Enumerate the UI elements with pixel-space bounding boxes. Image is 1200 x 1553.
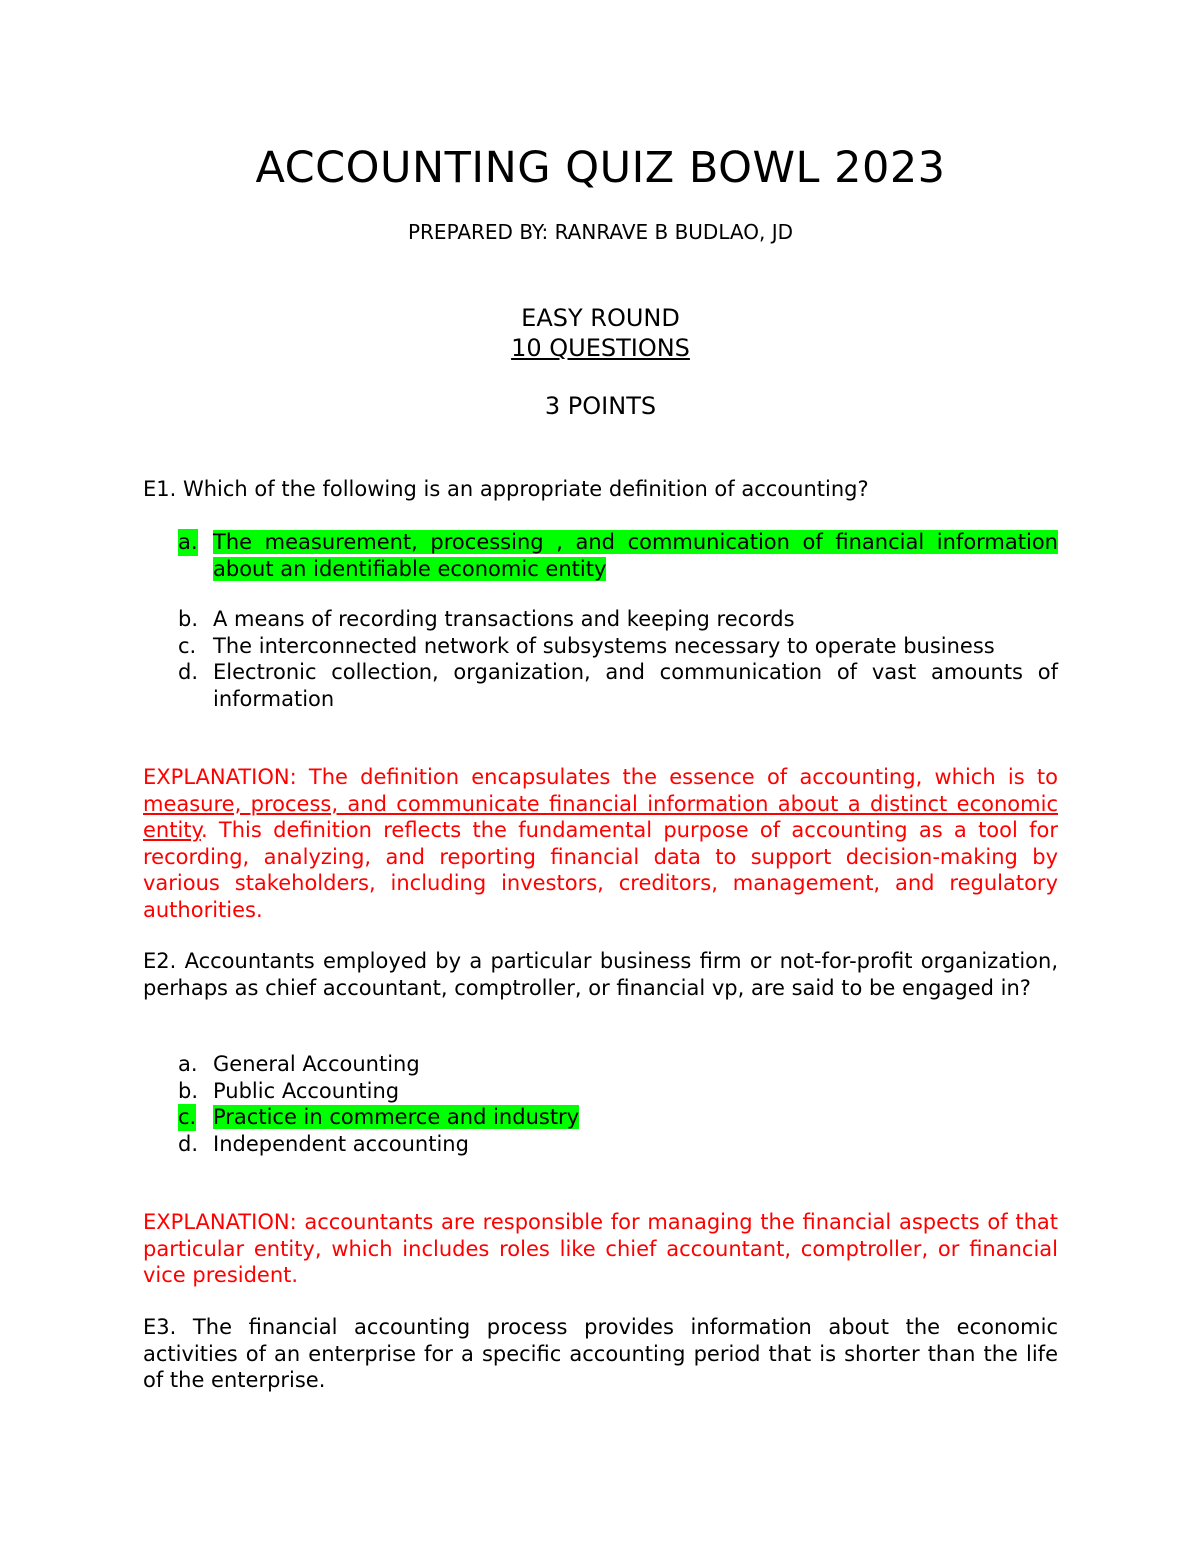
option-letter: a. — [178, 530, 198, 554]
question-text: E2. Accountants employed by a particular business firm or not-for-profit organization, perhaps as chief accountant, comptroller, or financial vp, are said to be engaged in? — [143, 949, 1058, 1000]
option-a — [143, 529, 1058, 582]
option-text: Independent accounting — [213, 1131, 469, 1156]
option-c — [143, 633, 1058, 660]
explanation-e2 — [143, 1209, 1058, 1289]
round-name: EASY ROUND — [521, 304, 680, 332]
option-text: Public Accounting — [213, 1078, 400, 1103]
option-text: General Accounting — [213, 1052, 420, 1076]
question-e1 — [143, 476, 1058, 503]
option-letter: d. — [178, 1131, 199, 1156]
question-text: E3. The financial accounting process provides information about the economic activities of an enterprise for a specific accounting period that is shorter than the life of the enterprise. — [143, 1315, 1058, 1392]
prepared-by: PREPARED BY: RANRAVE B BUDLAO, JD — [407, 220, 794, 244]
option-d — [143, 1131, 1058, 1158]
option-letter: d. — [178, 660, 199, 684]
option-letter: b. — [178, 1078, 199, 1103]
option-letter: c. — [178, 1105, 197, 1129]
question-count: 10 QUESTIONS — [511, 334, 690, 362]
explanation-underlined: measure, process, and communicate financial information about a distinct economic entity — [143, 791, 1058, 842]
option-text: Electronic collection, organization, and communication of vast amounts of information — [213, 660, 1058, 711]
option-text: The interconnected network of subsystems necessary to operate business — [213, 633, 995, 658]
option-text-correct: Practice in commerce and industry — [213, 1105, 580, 1129]
options-e2 — [143, 1051, 1058, 1157]
option-c — [143, 1104, 1058, 1131]
explanation-e1 — [143, 764, 1058, 923]
question-e3 — [143, 1314, 1058, 1394]
option-b — [143, 1078, 1058, 1105]
explanation-text: EXPLANATION: accountants are responsible for managing the financial aspects of that particular entity, which includes roles like chief accountant, comptroller, or financial vice president. — [143, 1210, 1058, 1287]
option-letter: b. — [178, 607, 199, 631]
explanation-text-rest: . This definition reflects the fundamental purpose of accounting as a tool for recording, analyzing, and reporting financial data to support decision-making by various stakeholders, including investors, creditors, management, and regulatory authorities. — [143, 818, 1058, 922]
options-e1 — [143, 529, 1058, 582]
question-e2 — [143, 948, 1058, 1001]
option-b — [143, 606, 1058, 633]
options-e1-rest — [143, 606, 1058, 712]
option-text-correct: The measurement, processing , and communication of financial information about an identifiable economic entity — [213, 530, 1058, 581]
question-text: E1. Which of the following is an appropriate definition of accounting? — [143, 477, 869, 501]
option-a — [143, 1051, 1058, 1078]
document-title: ACCOUNTING QUIZ BOWL 2023 — [255, 143, 946, 193]
option-letter: a. — [178, 1052, 198, 1076]
round-points: 3 POINTS — [544, 392, 657, 420]
explanation-text: EXPLANATION: The definition encapsulates the essence of accounting, which is to — [143, 765, 1058, 789]
option-d — [143, 659, 1058, 712]
round-info — [143, 303, 1058, 421]
option-letter: c. — [178, 633, 197, 658]
option-text: A means of recording transactions and keeping records — [213, 607, 795, 631]
